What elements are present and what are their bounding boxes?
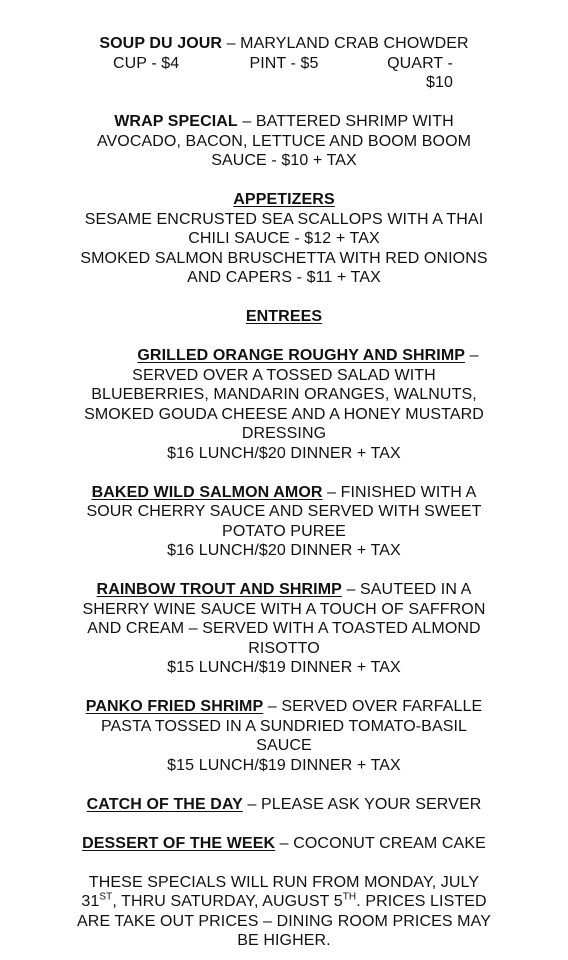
wrap-desc: – BATTERED SHRIMP WITH bbox=[237, 113, 454, 130]
entree-price: $15 LUNCH/$19 DINNER + TAX bbox=[167, 659, 401, 676]
wrap-section bbox=[0, 112, 568, 171]
entree-desc-line: DRESSING bbox=[241, 425, 327, 442]
entree-title-line bbox=[0, 346, 568, 366]
entree-price: $15 LUNCH/$19 DINNER + TAX bbox=[167, 756, 401, 774]
appetizers-heading: APPETIZERS bbox=[233, 191, 335, 208]
soup-section bbox=[0, 34, 568, 93]
entree-desc-line: SAUCE bbox=[256, 737, 312, 754]
entree-desc-line: SHERRY WINE SAUCE WITH A TOUCH OF SAFFRON bbox=[82, 600, 486, 618]
wrap-line-2: AVOCADO, BACON, LETTUCE AND BOOM BOOM bbox=[96, 132, 472, 150]
soup-desc: – MARYLAND CRAB CHOWDER bbox=[222, 35, 469, 52]
footer-line-2 bbox=[0, 892, 568, 912]
footer-prices-listed: . PRICES LISTED bbox=[356, 893, 487, 910]
entrees-section bbox=[0, 307, 568, 775]
appetizer-line-4: AND CAPERS - $11 + TAX bbox=[187, 269, 381, 286]
entree-title-tail: – SAUTEED IN A bbox=[341, 581, 472, 598]
dessert-desc: – COCONUT CREAM CAKE bbox=[275, 834, 486, 852]
entree-title-tail: – FINISHED WITH A bbox=[322, 483, 477, 501]
entree-title-line bbox=[0, 483, 568, 503]
dessert-title: DESSERT OF THE WEEK bbox=[82, 834, 276, 852]
dessert-section bbox=[0, 834, 568, 854]
entree-price: $16 LUNCH/$20 DINNER + TAX bbox=[167, 444, 401, 462]
appetizer-line-2: CHILI SAUCE - $12 + TAX bbox=[188, 230, 380, 247]
footer-line-1: THESE SPECIALS WILL RUN FROM MONDAY, JULY bbox=[88, 873, 480, 891]
entree-desc-line: SOUR CHERRY SAUCE AND SERVED WITH SWEET bbox=[86, 503, 482, 520]
entree-desc-line: SERVED OVER A TOSSED SALAD WITH bbox=[132, 366, 436, 384]
entree-title-tail: – bbox=[465, 347, 479, 364]
appetizer-line-1: SESAME ENCRUSTED SEA SCALLOPS WITH A THAI bbox=[84, 210, 484, 228]
wrap-title: WRAP SPECIAL bbox=[114, 113, 238, 130]
footer-sup-st: ST bbox=[99, 891, 113, 903]
footer-date-start: 31 bbox=[81, 893, 100, 910]
entree-desc-line: SMOKED GOUDA CHEESE AND A HONEY MUSTARD bbox=[84, 405, 484, 423]
entree-desc-line: AND CREAM – SERVED WITH A TOASTED ALMOND bbox=[87, 620, 481, 637]
entree-title-tail: – SERVED OVER FARFALLE bbox=[263, 698, 483, 715]
footer-sup-th: TH bbox=[342, 891, 357, 903]
soup-prices bbox=[0, 54, 568, 93]
entree-title-line bbox=[0, 580, 568, 600]
entree-item bbox=[0, 346, 568, 463]
entree-desc-line: BLUEBERRIES, MANDARIN ORANGES, WALNUTS, bbox=[91, 386, 477, 403]
entree-desc-line: PASTA TOSSED IN A SUNDRIED TOMATO-BASIL bbox=[100, 717, 468, 735]
wrap-line-3: SAUCE - $10 + TAX bbox=[211, 152, 357, 169]
catch-section bbox=[0, 795, 568, 815]
entree-item bbox=[0, 580, 568, 678]
entree-title: BAKED WILD SALMON AMOR bbox=[91, 483, 323, 501]
entree-desc-line: RISOTTO bbox=[248, 639, 320, 657]
entree-title: GRILLED ORANGE ROUGHY AND SHRIMP bbox=[137, 347, 466, 364]
entree-title-line bbox=[0, 697, 568, 717]
entree-item bbox=[0, 483, 568, 561]
footer-line-4: BE HIGHER. bbox=[237, 932, 331, 949]
footer-line-3: ARE TAKE OUT PRICES – DINING ROOM PRICES MAY bbox=[77, 912, 491, 930]
catch-desc: – PLEASE ASK YOUR SERVER bbox=[242, 795, 482, 813]
footer-date-end: , THRU SATURDAY, AUGUST 5 bbox=[112, 893, 343, 910]
soup-price-cup: CUP - $4 bbox=[113, 54, 180, 72]
entree-item bbox=[0, 697, 568, 775]
soup-price-quart: QUART - $10 bbox=[387, 54, 453, 91]
soup-title: SOUP DU JOUR bbox=[99, 35, 223, 52]
wrap-line-1 bbox=[0, 112, 568, 132]
footer-note bbox=[0, 873, 568, 951]
entree-price: $16 LUNCH/$20 DINNER + TAX bbox=[167, 542, 401, 559]
appetizers-section bbox=[0, 190, 568, 288]
soup-line bbox=[0, 34, 568, 54]
entree-title: RAINBOW TROUT AND SHRIMP bbox=[96, 581, 342, 598]
entrees-heading: ENTREES bbox=[245, 308, 323, 325]
soup-price-pint: PINT - $5 bbox=[249, 54, 319, 72]
entree-desc-line: POTATO PUREE bbox=[222, 522, 346, 540]
catch-title: CATCH OF THE DAY bbox=[86, 795, 243, 813]
entree-title: PANKO FRIED SHRIMP bbox=[85, 698, 264, 715]
appetizer-line-3: SMOKED SALMON BRUSCHETTA WITH RED ONIONS bbox=[80, 249, 488, 267]
